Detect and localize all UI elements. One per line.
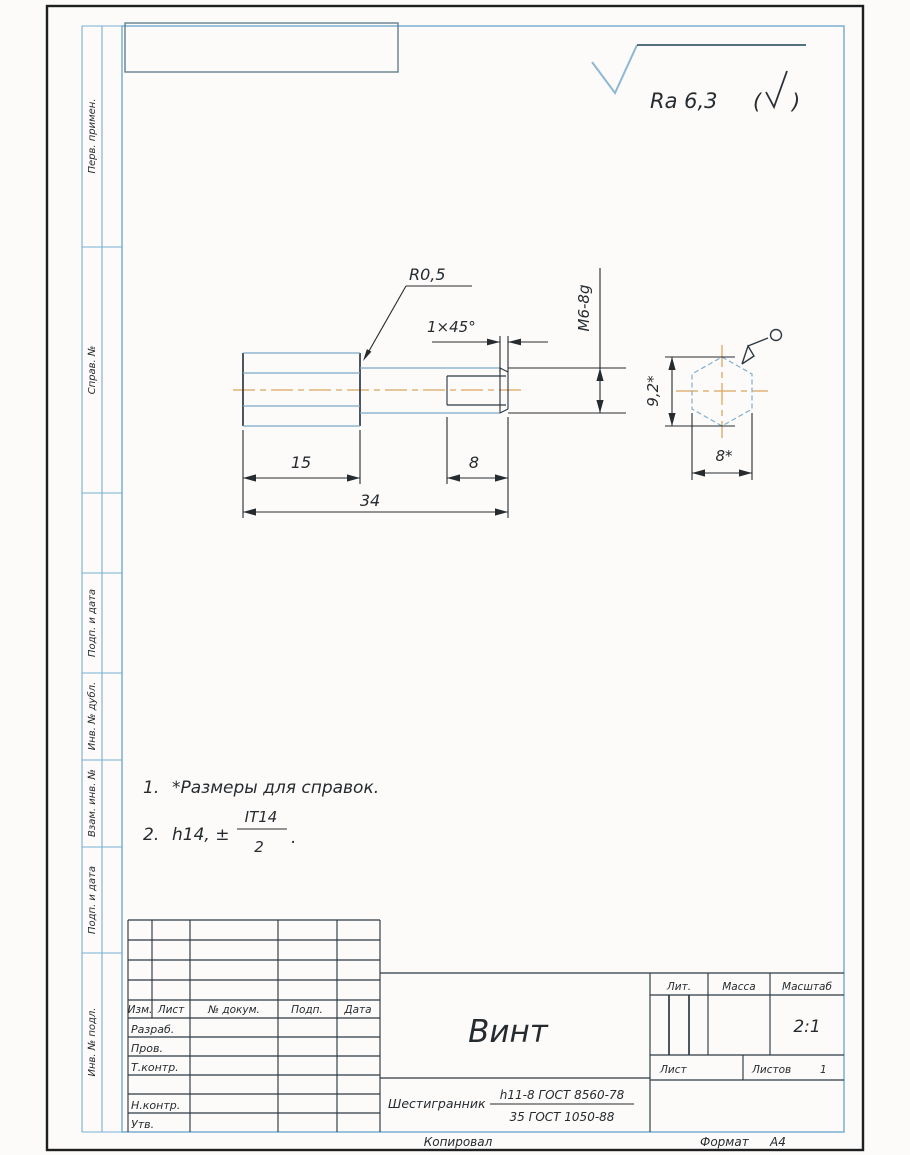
margin-label-inv-podl: Инв. № подл.	[87, 1007, 98, 1077]
material-name: Шестигранник	[388, 1096, 486, 1111]
dim-chamfer: 1×45°	[427, 318, 476, 336]
sheet-footer	[424, 1135, 786, 1149]
left-margin-strip	[82, 26, 122, 1132]
material-bottom: 35 ГОСТ 1050-88	[509, 1110, 615, 1124]
note2-fraction-numerator: IT14	[244, 808, 278, 826]
screw-side-view	[233, 353, 523, 426]
role-prov: Пров.	[131, 1042, 163, 1055]
note2-fraction-denominator: 2	[254, 838, 264, 856]
rev-col-data: Дата	[344, 1004, 372, 1016]
dim-across-corners: 9,2*	[644, 375, 662, 407]
margin-label-inv-dubl: Инв. № дубл.	[87, 681, 98, 751]
dim-across-flats: 8*	[715, 447, 733, 465]
material-top: h11-8 ГОСТ 8560-78	[499, 1088, 625, 1102]
dim-thread-length: 8	[468, 453, 480, 472]
leader-arrow	[363, 349, 371, 361]
format-value: А4	[770, 1135, 786, 1149]
sheets-value: 1	[820, 1064, 827, 1076]
sheets-label: Листов	[752, 1064, 792, 1076]
margin-label-podp-data-2: Подп. и дата	[87, 865, 98, 935]
note2-suffix: .	[291, 828, 297, 848]
lit-label: Лит.	[666, 981, 692, 993]
note2-number: 2.	[143, 825, 160, 845]
role-utv: Утв.	[131, 1118, 155, 1131]
sheet-label: Лист	[660, 1064, 687, 1076]
paren-check-icon	[766, 71, 787, 107]
role-razrab: Разраб.	[131, 1023, 175, 1036]
hex-end-view	[644, 330, 782, 481]
dim-thread: М6-8g	[575, 284, 593, 332]
scale-label: Масштаб	[782, 981, 832, 993]
role-nkontr: Н.контр.	[131, 1099, 181, 1112]
note1-text: *Размеры для справок.	[172, 778, 380, 798]
margin-label-perv-primen: Перв. примен.	[87, 98, 98, 174]
note1-number: 1.	[143, 778, 160, 798]
sheet-frame	[47, 6, 863, 1150]
top-designation-stamp	[125, 23, 398, 72]
dim-total-length: 34	[359, 491, 381, 510]
part-name: Винт	[468, 1014, 548, 1050]
dim-radius: R0,5	[409, 265, 446, 284]
dim-head-length: 15	[290, 453, 312, 472]
roughness-check-icon	[592, 45, 637, 93]
margin-label-vzam-inv: Взам. инв. №	[87, 769, 98, 837]
side-view-dimensions	[243, 265, 626, 518]
mass-label: Масса	[722, 981, 756, 993]
paren-close: )	[792, 90, 801, 114]
rev-col-izm: Изм.	[127, 1004, 153, 1016]
rev-col-podp: Подп.	[291, 1004, 323, 1016]
scale-value: 2:1	[793, 1017, 821, 1037]
margin-label-sprav-no: Справ. №	[87, 345, 98, 395]
role-tkontr: Т.контр.	[131, 1061, 179, 1074]
format-label: Формат	[700, 1135, 749, 1149]
note2-text: h14, ±	[172, 825, 230, 845]
paren-open: (	[753, 90, 762, 114]
copied-label: Копировал	[423, 1135, 493, 1149]
rev-col-dokum: № докум.	[208, 1004, 260, 1016]
title-block	[128, 920, 844, 1132]
surface-roughness-mark-icon	[742, 330, 782, 365]
outer-border	[47, 6, 863, 1150]
technical-notes	[143, 778, 379, 856]
margin-label-podp-data-1: Подп. и дата	[87, 588, 98, 658]
general-roughness-note	[592, 45, 806, 114]
inner-frame	[122, 26, 844, 1132]
roughness-value: Ra 6,3	[650, 89, 718, 113]
rev-col-list: Лист	[157, 1004, 185, 1016]
